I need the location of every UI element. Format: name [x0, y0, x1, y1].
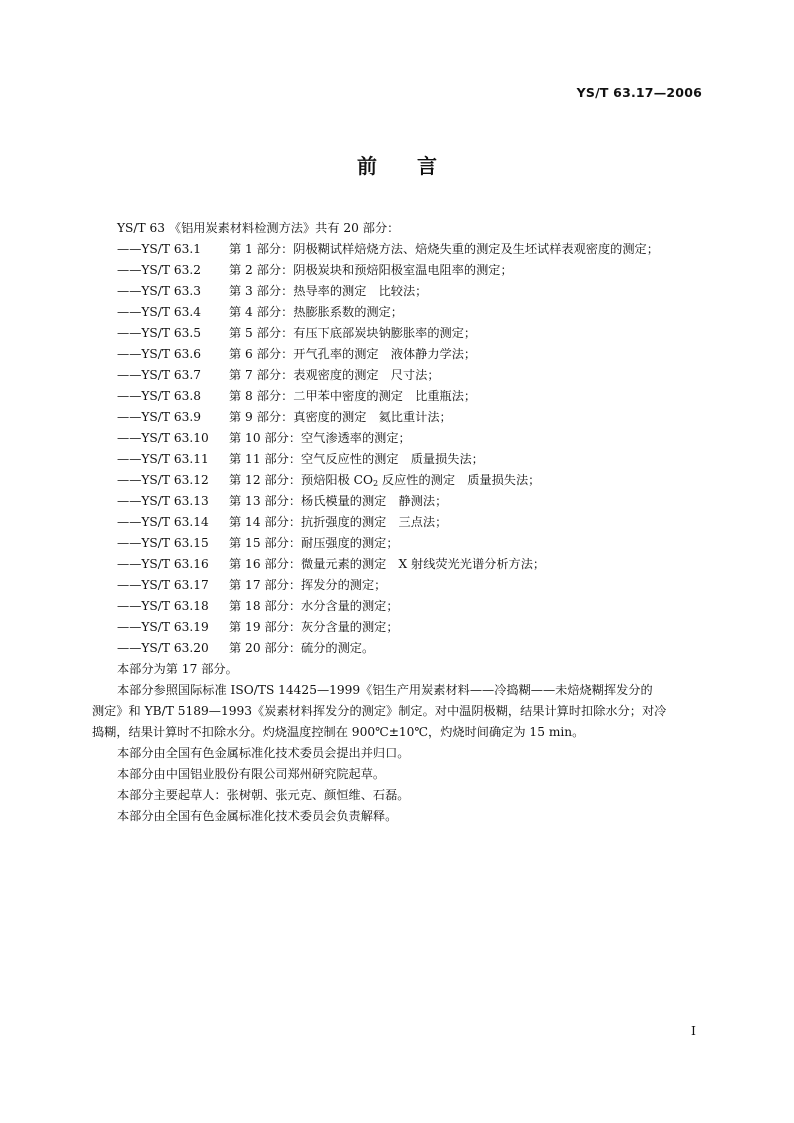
page-title: 前 言	[357, 154, 437, 178]
part-desc-pre: 第 12 部分：预焙阳极 CO	[229, 473, 373, 487]
part-code: ——YS/T 63.16	[117, 557, 209, 571]
part-desc: 第 9 部分：真密度的测定 氦比重计法；	[229, 410, 452, 424]
list-item	[117, 638, 705, 659]
part-code: ——YS/T 63.7	[117, 368, 202, 382]
list-item	[117, 323, 705, 344]
part-desc: 第 5 部分：有压下底部炭块钠膨胀率的测定；	[229, 326, 477, 340]
foreword-body	[92, 218, 705, 827]
part-code: ——YS/T 63.6	[117, 347, 202, 361]
list-item	[117, 428, 705, 449]
list-item	[117, 596, 705, 617]
list-item	[117, 386, 705, 407]
part-desc: 第 13 部分：杨氏模量的测定 静测法；	[229, 494, 448, 508]
part-code: ——YS/T 63.1	[117, 242, 202, 256]
part-code: ——YS/T 63.20	[117, 641, 209, 655]
part-desc: 第 8 部分：二甲苯中密度的测定 比重瓶法；	[229, 389, 477, 403]
part-desc: 第 10 部分：空气渗透率的测定；	[229, 431, 411, 445]
list-item	[117, 617, 705, 638]
part-desc: 第 6 部分：开气孔率的测定 液体静力学法；	[229, 347, 477, 361]
part-desc: 第 17 部分：挥发分的测定；	[229, 578, 387, 592]
list-item	[117, 533, 705, 554]
part-desc: 第 3 部分：热导率的测定 比较法；	[229, 284, 428, 298]
part-desc	[229, 473, 540, 487]
note-line: 本部分由全国有色金属标准化技术委员会负责解释。	[117, 809, 398, 823]
part-code: ——YS/T 63.2	[117, 263, 202, 277]
part-code: ——YS/T 63.3	[117, 284, 202, 298]
part-desc: 第 19 部分：灰分含量的测定；	[229, 620, 399, 634]
part-desc: 第 16 部分：微量元素的测定 X 射线荧光光谱分析方法；	[229, 557, 546, 571]
list-item	[117, 512, 705, 533]
part-code: ——YS/T 63.4	[117, 305, 202, 319]
list-item	[117, 575, 705, 596]
list-item	[117, 554, 705, 575]
part-desc: 第 7 部分：表观密度的测定 尺寸法；	[229, 368, 440, 382]
intro-line: YS/T 63 《铝用炭素材料检测方法》共有 20 部分：	[117, 221, 400, 235]
note-line: 本部分由中国铝业股份有限公司郑州研究院起草。	[117, 767, 386, 781]
reference-paragraph	[92, 680, 705, 743]
list-item	[117, 449, 705, 470]
part-desc: 第 15 部分：耐压强度的测定；	[229, 536, 399, 550]
part-desc: 第 14 部分：抗折强度的测定 三点法；	[229, 515, 448, 529]
parts-list	[117, 239, 705, 659]
standard-code-header: YS/T 63.17—2006	[576, 85, 702, 100]
part-desc: 第 18 部分：水分含量的测定；	[229, 599, 399, 613]
part-desc: 第 1 部分：阴极糊试样焙烧方法、焙烧失重的测定及生坯试样表观密度的测定；	[229, 242, 659, 256]
list-item	[117, 491, 705, 512]
part-code: ——YS/T 63.13	[117, 494, 209, 508]
list-item	[117, 344, 705, 365]
part-desc-post: 反应性的测定 质量损失法；	[378, 473, 541, 487]
part-code: ——YS/T 63.10	[117, 431, 209, 445]
note-line: 本部分主要起草人：张树朝、张元克、颜恒维、石磊。	[117, 788, 410, 802]
part-desc: 第 2 部分：阴极炭块和预焙阳极室温电阻率的测定；	[229, 263, 513, 277]
list-item	[117, 365, 705, 386]
paragraph-line: 测定》和 YB/T 5189—1993《炭素材料挥发分的测定》制定。对中温阴极糊，结果计算时扣除水分；对冷	[92, 704, 667, 718]
list-item	[117, 239, 705, 260]
list-item	[117, 260, 705, 281]
page-number: I	[691, 1023, 696, 1038]
list-item	[117, 281, 705, 302]
part-code: ——YS/T 63.8	[117, 389, 202, 403]
part-code: ——YS/T 63.15	[117, 536, 209, 550]
paragraph-line: 本部分参照国际标准 ISO/TS 14425—1999《铝生产用炭素材料——冷捣糊——未焙烧糊挥发分的	[117, 683, 653, 697]
list-item	[117, 470, 705, 491]
part-code: ——YS/T 63.18	[117, 599, 209, 613]
subscript-2: 2	[372, 479, 379, 488]
part-code: ——YS/T 63.14	[117, 515, 209, 529]
part-code: ——YS/T 63.11	[117, 452, 209, 466]
part-desc: 第 11 部分：空气反应性的测定 质量损失法；	[229, 452, 484, 466]
list-item	[117, 407, 705, 428]
part-statement: 本部分为第 17 部分。	[117, 662, 238, 676]
paragraph-line: 捣糊，结果计算时不扣除水分。灼烧温度控制在 900℃±10℃，灼烧时间确定为 15 min。	[92, 725, 585, 739]
list-item	[117, 302, 705, 323]
part-code: ——YS/T 63.9	[117, 410, 202, 424]
part-code: ——YS/T 63.19	[117, 620, 209, 634]
note-line: 本部分由全国有色金属标准化技术委员会提出并归口。	[117, 746, 410, 760]
part-code: ——YS/T 63.17	[117, 578, 209, 592]
part-code: ——YS/T 63.12	[117, 473, 209, 487]
part-code: ——YS/T 63.5	[117, 326, 202, 340]
part-desc: 第 4 部分：热膨胀系数的测定；	[229, 305, 403, 319]
part-desc: 第 20 部分：硫分的测定。	[229, 641, 375, 655]
